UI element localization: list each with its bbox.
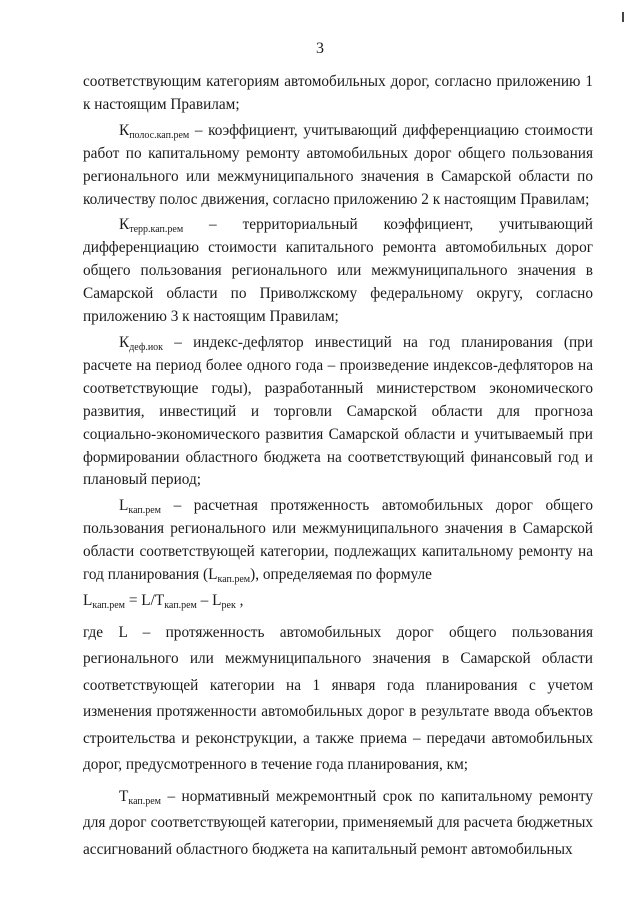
page-number: 3 [316, 40, 324, 57]
definition-text: – индекс-дефлятор инвестиций на год планирования (при расчете на период более одного года – произведение индексов-дефляторов на соответствующие годы), разработанный министерством экономического развития, инвестиций и торговли Самарской области для прогноза социально-экономического развития Самарской области и учитываемый при формировании областного бюджета на соответствующий финансовый год и плановый период; [83, 333, 593, 489]
paragraph-1: соответствующим категориям автомобильных дорог, согласно приложению 1 к настоящим Правилам; [83, 73, 593, 113]
symbol-subscript: терр.кап.рем [129, 224, 184, 236]
definition-text: – расчетная протяженность автомобильных дорог общего пользования регионального или межмуниципального значения в Самарской области соответствующей категории, подлежащих капитальному ремонту на год планирования ( [83, 497, 593, 584]
paragraph-l-kaprem [83, 495, 593, 587]
symbol-subscript: полос.кап.рем [129, 129, 190, 141]
formula-minus: – L [196, 591, 222, 609]
inline-symbol-subscript: кап.рем [217, 574, 251, 586]
formula-t-subscript: кап.рем [164, 599, 197, 611]
symbol-subscript: кап.рем [128, 505, 161, 517]
definition-tail: ), определяемая по формуле [250, 566, 432, 584]
formula-end: , [235, 591, 244, 609]
formula-lhs-subscript: кап.рем [92, 599, 125, 611]
definition-text: – территориальный коэффициент, учитывающий дифференциацию стоимости капитального ремонта автомобильных дорог общего пользования регионального или межмуниципального значения в Самарской области по Приволжскому федеральному округу, согласно приложению 3 к настоящим Правилам; [83, 216, 593, 326]
paragraph-k-terr [83, 214, 593, 329]
paragraph-k-def [83, 332, 593, 492]
paragraph-t-kaprem [83, 784, 593, 864]
formula-equals: = L/T [125, 591, 165, 609]
document-body [83, 71, 593, 863]
symbol: К [119, 333, 130, 351]
symbol: К [119, 216, 130, 234]
paragraph-k-polos [83, 120, 593, 212]
formula-lhs: L [83, 591, 93, 609]
paragraph-where-l: где L – протяженность автомобильных дорог общего пользования регионального или межмуниципального значения в Самарской области соответствующей категории на 1 января года планирования с учетом изменения протяженности автомобильных дорог в результате ввода объектов строительства и реконструкции, а также приема – передачи автомобильных дорог, предусмотренного в течение года планирования, км; [83, 623, 593, 774]
symbol: Т [119, 787, 129, 805]
formula [83, 587, 593, 615]
definition-text: – коэффициент, учитывающий дифференциацию стоимости работ по капитальному ремонту автомобильных дорог общего пользования регионального или межмуниципального значения в Самарской области по количеству полос движения, согласно приложению 2 к настоящим Правилам; [83, 121, 593, 208]
symbol-subscript: кап.рем [128, 795, 161, 807]
symbol: L [119, 497, 129, 515]
formula-r-subscript: рек [221, 599, 236, 611]
inline-symbol: L [208, 566, 218, 584]
symbol: К [119, 121, 130, 139]
definition-text: – нормативный межремонтный срок по капитальному ремонту для дорог соответствующей категории, применяемый для расчета бюджетных ассигнований областного бюджета на капитальный ремонт автомобильных [83, 787, 593, 858]
symbol-subscript: деф.иок [129, 341, 164, 353]
scan-mark [622, 12, 624, 22]
